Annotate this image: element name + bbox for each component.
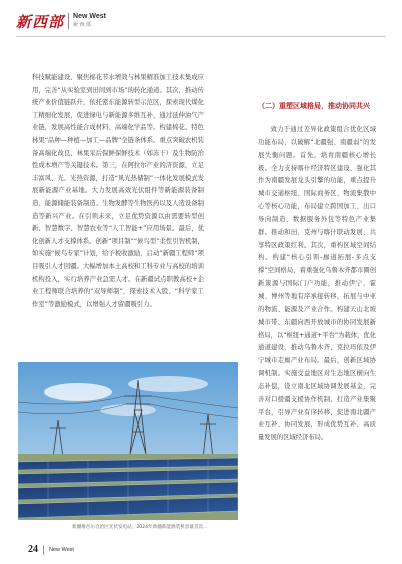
- page-number: 24: [28, 544, 38, 555]
- logo-subtitle: 新 西 部: [73, 22, 91, 28]
- solar-farm-photo: [18, 362, 238, 520]
- right-column: [258, 100, 376, 445]
- header-divider: [16, 36, 386, 37]
- left-body-text: 科技赋能建设、聚焦棉花节水增效与林果精准加工技术集成应用，完善“从实验室到田间到市场”的转化通道。其次，推动传统产业价值链跃升，依托密东能源转型示范区，探索现代煤化工精细化发展，促进绿电与新能源多维互补，通过延伸油气产业链，发展高性能合成材料、高端化学品等。构建棉花、特色林果“品种—种植—加工—品牌”全链条体系。重点突破农机装备高端化改良、林果采后保鲜保鲜技术（如冻干）及生物防治性成本增产等关键技术。第三，在阿拉尔产业的济资源，立足丰富风、光、光热资源，打造“风光热储制”一体化发展模式发展新能源产业基地。大力发展高效光伏组件等新能源装备制造、能源储能装备制造、生物发酵等生物医药以及人造设备制造等新兴产业。在引领未来，立足优势资源以由需要转型创新、智慧数字、智慧农业等“人工智能+”应用场景。最后，优化创新人才支撑体系。创新“项目制”“候鸟型”柔性引智机制，如实施“候鸟专家”计划，给予税收激励，启动“新疆工程师”项目吸引人才回疆。大幅增加本土高校和工科专业与高校的培训机构投入，实行培养产业急需人才。在新疆试点职教高校+企业工程师联合培养的“双导师制”，探索技术入股、“科学家工作室”等激励模式，以增强人才留疆吸引力。: [32, 74, 204, 308]
- left-column: [32, 72, 204, 311]
- footer-divider: [43, 545, 44, 555]
- section-heading: （二）重塑区域格局，推动协同共兴: [258, 102, 370, 110]
- page-footer: [28, 544, 74, 555]
- photo-caption: 新疆维吾尔自治区光伏发电站。2024年新疆新能源装机容量首次…: [72, 525, 208, 530]
- masthead: [16, 12, 106, 30]
- logo-text-block: [68, 13, 106, 29]
- logo-english: New West: [73, 13, 106, 20]
- magazine-logo: 新西部: [16, 12, 65, 31]
- publication-name: New West: [49, 546, 74, 553]
- solar-farm-illustration: [18, 362, 238, 520]
- right-body-text: 致力于通过差异化政策组合优化区域功能布局，以破解“北疆强、南疆弱”的发展失衡问题。首先，培育南疆核心增长极。全力支持喀什经济特区建设，强化其作为南疆发展龙头引擎的功能，重点提升城市交通枢纽、国际商务区、物流集散中心等核心功能，布局建立跨国加工、出口导向制造、数据服务外包等特色产业集群。推动和田、克州与喀什联动发展，共享特区政策红利。其次，重构区域空间结构。构建“核心引领-廊道拓展-多点支撑”空间格局，着重强化乌鲁木齐都市圈创新策源与国际门户功能，推动伊宁、霍城、博州等地有序承接转移，拓展与中亚的物流、能源及产业合作。构建天山北坡城市带、东疆向西开放城市的协同发展新格局，以“枢纽+通道+平台”为载体，优化通道建设，推动乌鲁木齐、克拉玛依及伊宁城市走廊产业布局。最后，创新区域协调机制。实施受益地区对生态地区横向生态补偿，设立南北区域协调发展基金，完善对口援疆支援协作机制，打造产业集聚平台，引导产业有序转移，促进南北疆产业互补、协同发展，形成优势互补、高质量发展的区域经济布局。: [258, 126, 376, 442]
